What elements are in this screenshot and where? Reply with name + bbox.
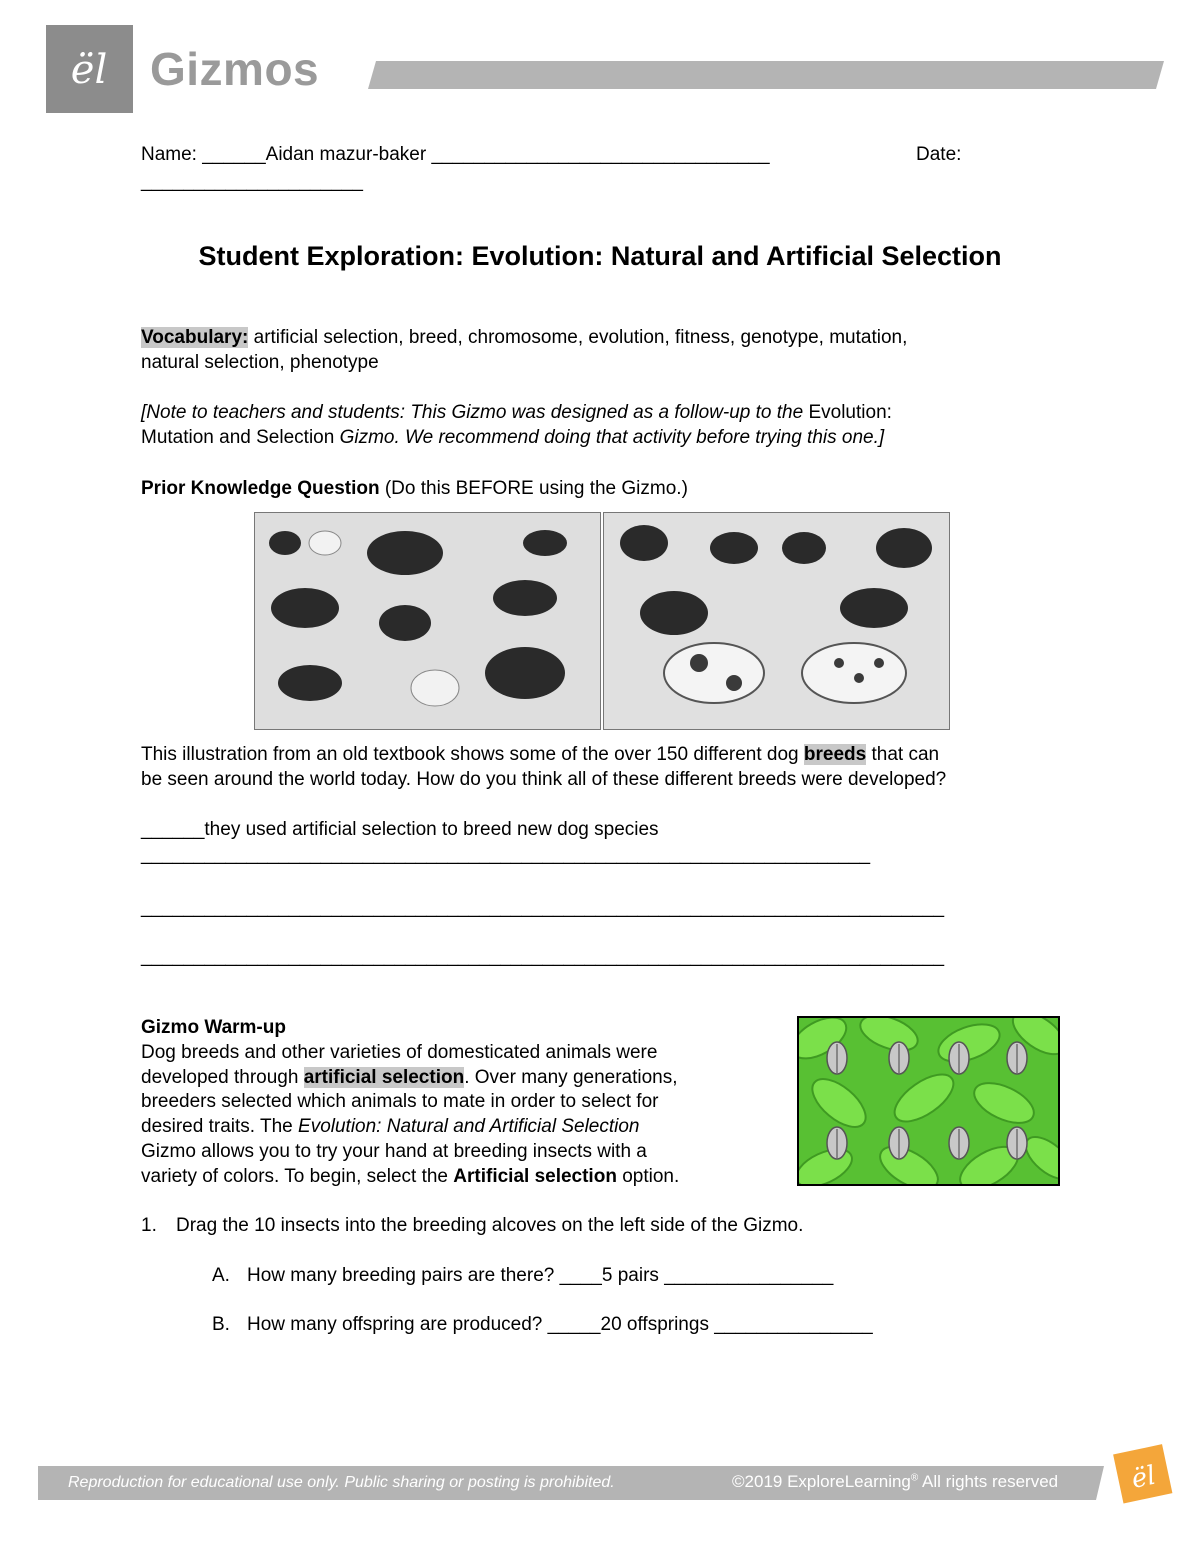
question-1-text: Drag the 10 insects into the breeding alcoves on the left side of the Gizmo. [176,1215,804,1236]
answer-line-2[interactable]: ____________________________________________________________________________ [141,897,945,918]
copyright-year: 2019 [744,1472,783,1491]
note-line-2 [141,426,884,450]
logo-mark-icon [46,25,133,113]
warmup-text-2-end: . Over many generations, [464,1067,678,1088]
prior-answer[interactable] [141,818,659,842]
footer-copyright [732,1472,1058,1492]
warmup-line-2 [141,1066,678,1090]
page-title: Student Exploration: Evolution: Natural and Artificial Selection [198,241,1002,271]
warmup-line-1: Dog breeds and other varieties of domesticated animals were [141,1042,658,1063]
footer-notice: Reproduction for educational use only. Public sharing or posting is prohibited. [68,1474,615,1491]
warmup-line-4 [141,1115,640,1139]
name-line [141,143,770,167]
answer-line-3[interactable]: ____________________________________________________________________________ [141,946,945,967]
question-b-label: B. [212,1314,230,1335]
question-a[interactable] [247,1264,833,1288]
question-b[interactable] [247,1313,873,1337]
explorelearning-logo [46,25,133,113]
note-plain-2: Mutation and Selection [141,427,340,448]
term-artificial-selection: artificial selection [303,1067,465,1088]
vocabulary-label: Vocabulary: [141,327,249,348]
note-plain-1: Evolution: [808,402,892,423]
dog-breeds-illustration-left [254,512,601,730]
warmup-text-4: desired traits. The [141,1116,299,1137]
vocabulary-line-2: natural selection, phenotype [141,352,379,373]
brand-name: Gizmos [150,43,320,95]
question-1 [141,1214,157,1238]
footer-logo-icon [1107,1442,1177,1508]
question-b-text: How many offspring are produced? [247,1314,548,1335]
artificial-selection-option: Artificial selection [453,1166,617,1187]
question-b-answer: 20 offsprings [600,1314,709,1335]
date-label: Date: [916,144,962,165]
date-blank: _____________________ [141,171,363,192]
question-b-blank: _____ [547,1314,601,1335]
vocabulary-terms-1: artificial selection, breed, chromosome, evolution, fitness, genotype, mutation, [248,327,908,348]
warmup-line-6 [141,1165,679,1189]
note-italic-2: . We recommend doing that activity before trying this one.] [394,427,885,448]
warmup-text-6: variety of colors. To begin, select the [141,1166,454,1187]
name-value: Aidan mazur-baker [265,144,427,165]
note-italic-gizmo: Gizmo [339,427,395,448]
copyright-symbol: © [732,1472,745,1491]
footer-logo-text: ël [1128,1460,1159,1495]
prior-knowledge-heading-line [141,477,688,501]
prior-knowledge-line-2: be seen around the world today. How do you think all of these different breeds were developed? [141,769,947,790]
prior-text-1: This illustration from an old textbook shows some of the over 150 different dog [141,744,804,765]
warmup-heading: Gizmo Warm-up [141,1017,286,1038]
vocabulary-line-1 [141,326,907,350]
answer-line-1[interactable]: _____________________________________________________________________ [141,844,871,865]
beetles-image [799,1018,1058,1184]
dog-breeds-illustration-right [603,512,950,730]
prior-knowledge-heading: Prior Knowledge Question [141,478,380,499]
dogs-right-image [604,513,949,729]
question-b-blank-after: _______________ [708,1314,873,1335]
prior-text-1-end: that can [866,744,940,765]
prior-answer-text: they used artificial selection to breed new dog species [204,819,659,840]
prior-knowledge-line-1 [141,743,939,767]
note-line-1 [141,401,892,425]
footer-rights: All rights reserved [918,1472,1059,1491]
prior-knowledge-subheading: (Do this BEFORE using the Gizmo.) [379,478,688,499]
term-breeds: breeds [803,744,867,765]
question-a-answer: 5 pairs [601,1265,659,1286]
question-a-blank-after: ________________ [658,1265,834,1286]
logo-mark-text: ël [70,47,108,93]
question-a-blank: ____ [559,1265,602,1286]
question-1-number: 1. [141,1215,157,1236]
warmup-text-6-end: option. [616,1166,680,1187]
question-a-text: How many breeding pairs are there? [247,1265,560,1286]
name-blank-after: ________________________________ [426,144,770,165]
note-italic-1: [Note to teachers and students: This Gizmo was designed as a follow-up to the [141,402,809,423]
question-a-label: A. [212,1265,230,1286]
beetles-on-leaves-image [797,1016,1060,1186]
name-label: Name: [141,144,203,165]
prior-answer-blank: ______ [141,819,205,840]
dogs-left-image [255,513,600,729]
name-blank: ______ [202,144,266,165]
header-bar [368,61,1164,89]
warmup-gizmo-title: Evolution: Natural and Artificial Selection [298,1116,640,1137]
warmup-line-5: Gizmo allows you to try your hand at breeding insects with a [141,1141,647,1162]
footer-company: ExploreLearning [782,1472,911,1491]
registered-mark: ® [910,1472,919,1484]
warmup-line-3: breeders selected which animals to mate in order to select for [141,1091,659,1112]
warmup-text-2: developed through [141,1067,304,1088]
